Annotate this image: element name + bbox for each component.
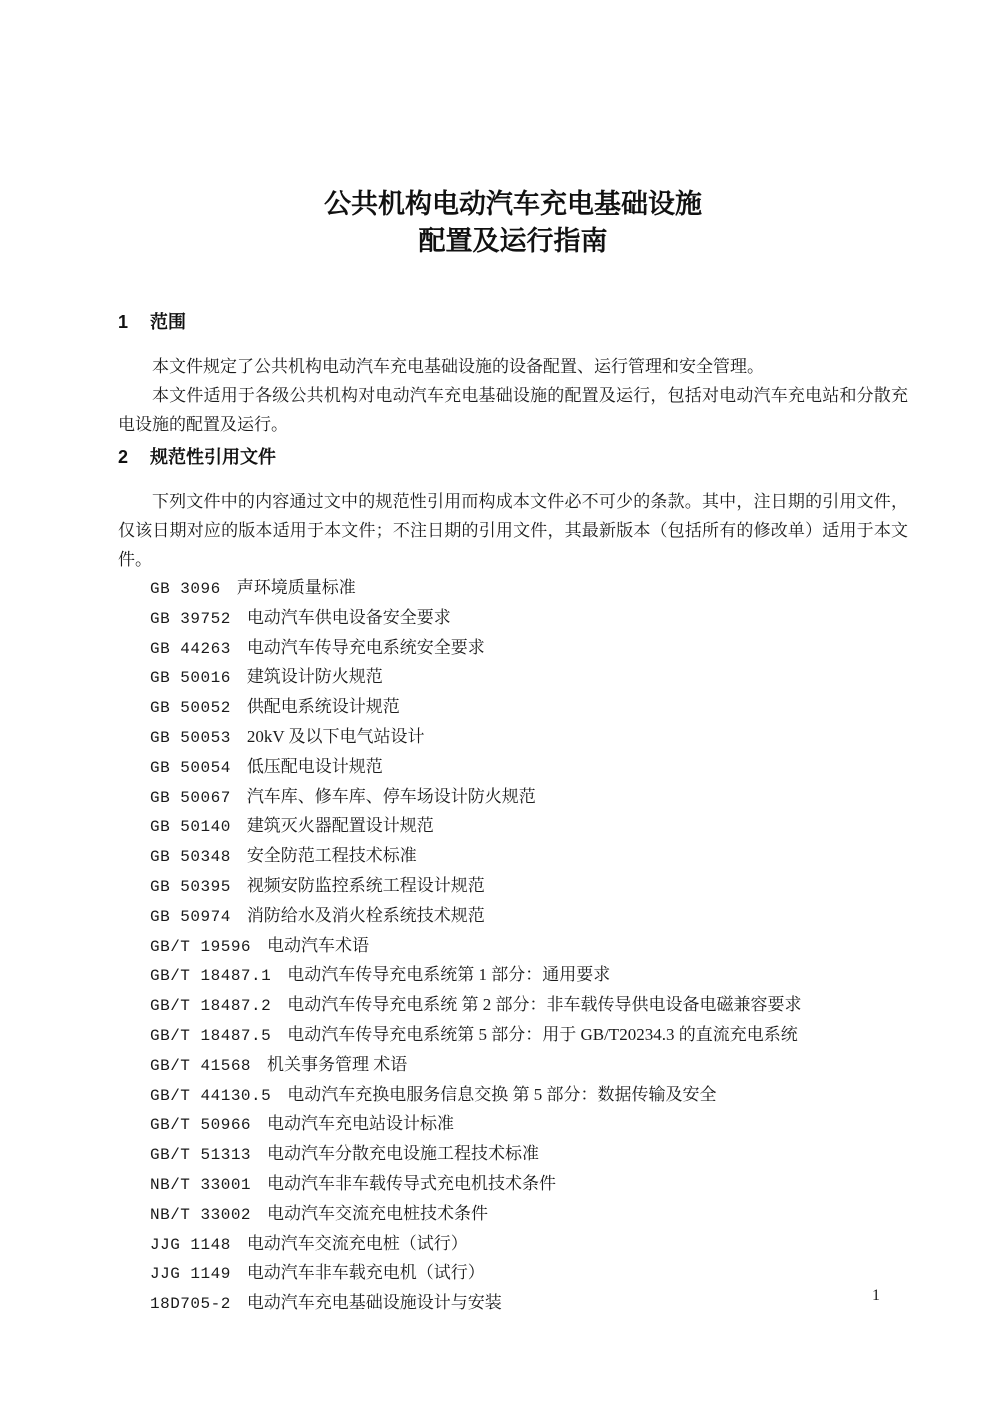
section-number: 2 bbox=[118, 447, 129, 467]
reference-code: GB 50974 bbox=[150, 907, 231, 926]
reference-name: 电动汽车术语 bbox=[267, 935, 370, 955]
reference-code: GB 44263 bbox=[150, 639, 231, 658]
reference-code: GB 50067 bbox=[150, 788, 231, 807]
reference-name: 供配电系统设计规范 bbox=[246, 697, 400, 717]
reference-item bbox=[150, 1140, 908, 1170]
reference-code: GB 50348 bbox=[150, 848, 231, 867]
reference-item bbox=[150, 1230, 908, 1260]
reference-name: 汽车库、修车库、停车场设计防火规范 bbox=[246, 786, 536, 806]
reference-item bbox=[150, 1051, 908, 1081]
section-heading-scope bbox=[118, 310, 908, 335]
reference-code: GB/T 19596 bbox=[150, 937, 252, 956]
reference-item bbox=[150, 961, 908, 991]
reference-name: 低压配电设计规范 bbox=[246, 756, 383, 776]
reference-code: GB 39752 bbox=[150, 609, 231, 628]
reference-code: NB/T 33001 bbox=[150, 1175, 252, 1194]
reference-item bbox=[150, 812, 908, 842]
reference-name: 安全防范工程技术标准 bbox=[246, 846, 417, 866]
reference-code: GB/T 18487.2 bbox=[150, 997, 272, 1016]
reference-name: 电动汽车传导充电系统安全要求 bbox=[246, 637, 485, 657]
reference-code: JJG 1149 bbox=[150, 1265, 231, 1284]
reference-name: 电动汽车供电设备安全要求 bbox=[246, 607, 451, 627]
reference-item bbox=[150, 1021, 908, 1051]
reference-code: GB/T 41568 bbox=[150, 1056, 252, 1075]
section-heading-references bbox=[118, 445, 908, 470]
reference-code: GB 3096 bbox=[150, 580, 221, 598]
reference-item bbox=[150, 1170, 908, 1200]
reference-name: 电动汽车非车载充电机（试行） bbox=[246, 1263, 485, 1283]
reference-name: 消防给水及消火栓系统技术规范 bbox=[246, 905, 485, 925]
reference-code: 18D705-2 bbox=[150, 1295, 231, 1314]
scope-paragraph-1: 本文件规定了公共机构电动汽车充电基础设施的设备配置、运行管理和安全管理。 bbox=[152, 357, 764, 376]
scope-paragraphs bbox=[118, 352, 908, 439]
reference-code: GB 50053 bbox=[150, 728, 231, 747]
reference-name: 电动汽车传导充电系统第 1 部分：通用要求 bbox=[287, 965, 611, 985]
reference-item bbox=[150, 872, 908, 902]
reference-item bbox=[150, 1259, 908, 1289]
reference-name: 电动汽车充电基础设施设计与安装 bbox=[246, 1293, 502, 1313]
reference-item bbox=[150, 1081, 908, 1111]
reference-item bbox=[150, 842, 908, 872]
document-title bbox=[118, 186, 908, 260]
reference-name: 20kV 及以下电气站设计 bbox=[246, 726, 425, 746]
reference-item bbox=[150, 753, 908, 783]
document-title-line-2: 配置及运行指南 bbox=[418, 226, 608, 256]
reference-code: GB 50052 bbox=[150, 699, 231, 718]
reference-name: 电动汽车交流充电桩（试行） bbox=[246, 1233, 468, 1253]
reference-code: GB 50140 bbox=[150, 818, 231, 837]
reference-item bbox=[150, 1200, 908, 1230]
reference-name: 电动汽车充换电服务信息交换 第 5 部分：数据传输及安全 bbox=[287, 1084, 717, 1104]
section-number: 1 bbox=[118, 312, 129, 332]
reference-item bbox=[150, 663, 908, 693]
reference-code: NB/T 33002 bbox=[150, 1205, 252, 1224]
reference-code: GB/T 18487.1 bbox=[150, 967, 272, 986]
section-heading-label: 范围 bbox=[150, 312, 186, 332]
references-list bbox=[118, 574, 908, 1319]
reference-code: GB/T 50966 bbox=[150, 1116, 252, 1135]
reference-code: JJG 1148 bbox=[150, 1235, 231, 1254]
reference-item bbox=[150, 991, 908, 1021]
reference-item bbox=[150, 783, 908, 813]
reference-item bbox=[150, 932, 908, 962]
references-intro-paragraph: 下列文件中的内容通过文中的规范性引用而构成本文件必不可少的条款。其中，注日期的引用文件，仅该日期对应的版本适用于本文件；不注日期的引用文件，其最新版本（包括所有的修改单）适用于本文件。 bbox=[118, 492, 908, 569]
reference-item bbox=[150, 693, 908, 723]
reference-code: GB 50395 bbox=[150, 877, 231, 896]
document-title-line-1: 公共机构电动汽车充电基础设施 bbox=[324, 189, 702, 219]
page-number: 1 bbox=[872, 1287, 880, 1304]
reference-name: 电动汽车交流充电桩技术条件 bbox=[267, 1203, 489, 1223]
reference-code: GB 50016 bbox=[150, 669, 231, 688]
reference-name: 视频安防监控系统工程设计规范 bbox=[246, 875, 485, 895]
reference-name: 建筑设计防火规范 bbox=[246, 667, 383, 687]
reference-item bbox=[150, 574, 908, 604]
reference-code: GB/T 51313 bbox=[150, 1146, 252, 1165]
reference-name: 电动汽车非车载传导式充电机技术条件 bbox=[267, 1173, 557, 1193]
reference-item bbox=[150, 604, 908, 634]
reference-code: GB/T 44130.5 bbox=[150, 1086, 272, 1105]
reference-name: 电动汽车充电站设计标准 bbox=[267, 1114, 455, 1134]
reference-item bbox=[150, 902, 908, 932]
reference-name: 声环境质量标准 bbox=[236, 578, 356, 597]
references-intro-wrap bbox=[118, 487, 908, 574]
reference-item bbox=[150, 1110, 908, 1140]
reference-item bbox=[150, 723, 908, 753]
reference-name: 建筑灭火器配置设计规范 bbox=[246, 816, 434, 836]
reference-name: 电动汽车分散充电设施工程技术标准 bbox=[267, 1144, 540, 1164]
section-heading-label: 规范性引用文件 bbox=[150, 447, 276, 467]
reference-name: 电动汽车传导充电系统第 5 部分：用于 GB/T20234.3 的直流充电系统 bbox=[287, 1024, 798, 1044]
reference-name: 机关事务管理 术语 bbox=[267, 1054, 408, 1074]
reference-code: GB 50054 bbox=[150, 758, 231, 777]
reference-item bbox=[150, 1289, 908, 1319]
scope-paragraph-2: 本文件适用于各级公共机构对电动汽车充电基础设施的配置及运行，包括对电动汽车充电站和分散充电设施的配置及运行。 bbox=[118, 386, 908, 434]
reference-item bbox=[150, 634, 908, 664]
reference-code: GB/T 18487.5 bbox=[150, 1026, 272, 1045]
reference-name: 电动汽车传导充电系统 第 2 部分：非车载传导供电设备电磁兼容要求 bbox=[287, 995, 802, 1015]
